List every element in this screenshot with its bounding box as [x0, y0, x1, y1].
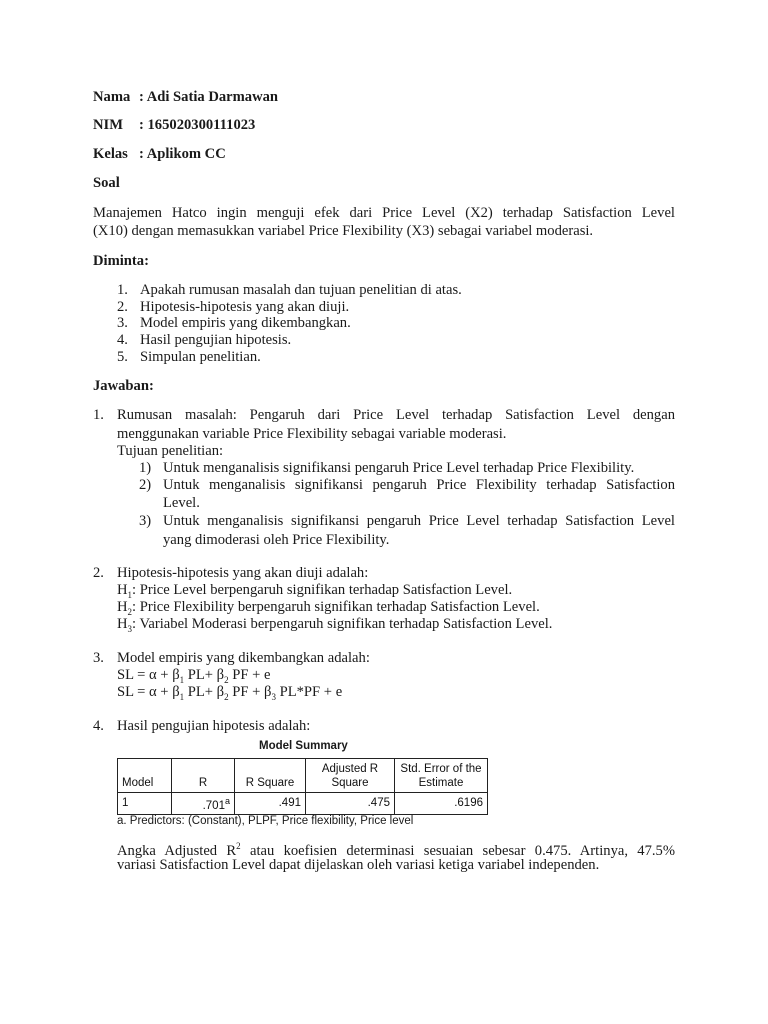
diminta-item-2: Hipotesis-hipotesis yang akan diuji.	[140, 299, 350, 315]
r-footnote-marker: a	[224, 796, 230, 806]
conc-part: Angka Adjusted R	[117, 842, 237, 859]
hyp-subscript: 2	[127, 606, 133, 617]
answer-1-num: 1.	[93, 407, 104, 423]
answer-1-line-2: menggunakan variable Price Flexibility sebagai variable moderasi.	[117, 426, 507, 442]
diminta-item-5: Simpulan penelitian.	[140, 349, 261, 365]
conc-superscript: 2	[236, 841, 241, 851]
nama-label: Nama	[93, 89, 131, 105]
tujuan-1-line-1: Untuk menganalisis signifikansi pengaruh Price Level terhadap Price Flexibility.	[163, 460, 635, 476]
answer-3-intro: Model empiris yang dikembangkan adalah:	[117, 650, 370, 666]
tujuan-num-1: 1)	[139, 460, 152, 476]
eq-subscript: 3	[271, 691, 276, 702]
model-summary-table	[117, 758, 488, 815]
hyp-text: : Price Flexibility berpengaruh signifikan terhadap Satisfaction Level.	[132, 599, 540, 615]
eq-part: PL+ β	[184, 667, 225, 683]
table-footnote: a. Predictors: (Constant), PLPF, Price flexibility, Price level	[117, 815, 414, 827]
eq-subscript: 2	[224, 674, 229, 685]
eq-part: SL = α + β	[117, 667, 180, 683]
hyp-letter: H	[117, 616, 128, 632]
tujuan-num-2: 2)	[139, 477, 152, 493]
cell-r-square: .491	[235, 793, 306, 815]
nama-value: : Adi Satia Darmawan	[139, 89, 279, 105]
table-title: Model Summary	[259, 740, 348, 752]
eq-part: SL = α + β	[117, 684, 180, 700]
equation-2	[117, 684, 342, 706]
kelas-value: : Aplikom CC	[139, 146, 226, 162]
diminta-item-4: Hasil pengujian hipotesis.	[140, 332, 292, 348]
answer-4-num: 4.	[93, 718, 104, 734]
eq-part: PF + e	[228, 667, 271, 683]
hyp-subscript: 1	[127, 589, 133, 600]
answer-1-line-1: Rumusan masalah: Pengaruh dari Price Level terhadap Satisfaction Level dengan	[117, 407, 675, 423]
answer-2-num: 2.	[93, 565, 104, 581]
eq-part: PF + β	[228, 684, 272, 700]
tujuan-num-3: 3)	[139, 513, 152, 529]
eq-subscript: 2	[224, 691, 229, 702]
diminta-title: Diminta:	[93, 253, 149, 269]
conc-part: atau koefisien determinasi sesuaian sebesar 0.475. Artinya, 47.5%	[240, 842, 676, 859]
jawaban-title: Jawaban:	[93, 378, 154, 394]
answer-4-intro: Hasil pengujian hipotesis adalah:	[117, 718, 311, 734]
col-r-square: R Square	[235, 759, 306, 793]
soal-title: Soal	[93, 175, 120, 191]
tujuan-label: Tujuan penelitian:	[117, 443, 224, 459]
col-adjusted-r-square: Adjusted R Square	[306, 759, 395, 793]
eq-subscript: 1	[179, 674, 185, 685]
hyp-letter: H	[117, 599, 128, 615]
nim-label: NIM	[93, 117, 123, 133]
col-std-error: Std. Error of the Estimate	[395, 759, 488, 793]
hyp-subscript: 3	[127, 623, 133, 634]
diminta-num-1: 1.	[117, 282, 128, 298]
col-model: Model	[118, 759, 172, 793]
cell-adjusted-r-square: .475	[306, 793, 395, 815]
tujuan-3-line-1: Untuk menganalisis signifikansi pengaruh Price Level terhadap Satisfaction Level	[163, 513, 675, 529]
diminta-item-1: Apakah rumusan masalah dan tujuan penelitian di atas.	[140, 282, 462, 298]
diminta-num-3: 3.	[117, 315, 128, 331]
answer-3-num: 3.	[93, 650, 104, 666]
col-r: R	[172, 759, 235, 793]
cell-std-error: .6196	[395, 793, 488, 815]
cell-model: 1	[118, 793, 172, 815]
diminta-num-2: 2.	[117, 299, 128, 315]
eq-part: PL+ β	[184, 684, 225, 700]
hypothesis-3	[117, 616, 552, 638]
hyp-letter: H	[117, 582, 128, 598]
diminta-num-5: 5.	[117, 349, 128, 365]
answer-2-intro: Hipotesis-hipotesis yang akan diuji adalah:	[117, 565, 369, 581]
hyp-text: : Price Level berpengaruh signifikan terhadap Satisfaction Level.	[132, 582, 513, 598]
soal-line-1: Manajemen Hatco ingin menguji efek dari Price Level (X2) terhadap Satisfaction Level	[93, 205, 675, 221]
tujuan-2-line-1: Untuk menganalisis signifikansi pengaruh Price Flexibility terhadap Satisfaction	[163, 477, 675, 493]
eq-part: PL*PF + e	[275, 684, 343, 700]
table-row	[118, 793, 488, 815]
eq-subscript: 1	[179, 691, 185, 702]
hyp-text: : Variabel Moderasi berpengaruh signifikan terhadap Satisfaction Level.	[132, 616, 553, 632]
soal-line-2: (X10) dengan memasukkan variabel Price Flexibility (X3) sebagai variabel moderasi.	[93, 223, 594, 239]
tujuan-3-line-2: yang dimoderasi oleh Price Flexibility.	[163, 532, 390, 548]
diminta-item-3: Model empiris yang dikembangkan.	[140, 315, 351, 331]
nim-value: : 165020300111023	[139, 117, 256, 133]
diminta-num-4: 4.	[117, 332, 128, 348]
cell-r	[172, 793, 235, 815]
r-value: .701	[202, 799, 225, 812]
tujuan-2-line-2: Level.	[163, 495, 200, 511]
kelas-label: Kelas	[93, 146, 128, 162]
table-header-row	[118, 759, 488, 793]
conclusion-line-2: variasi Satisfaction Level dapat dijelaskan oleh variasi ketiga variabel independen.	[117, 857, 600, 873]
